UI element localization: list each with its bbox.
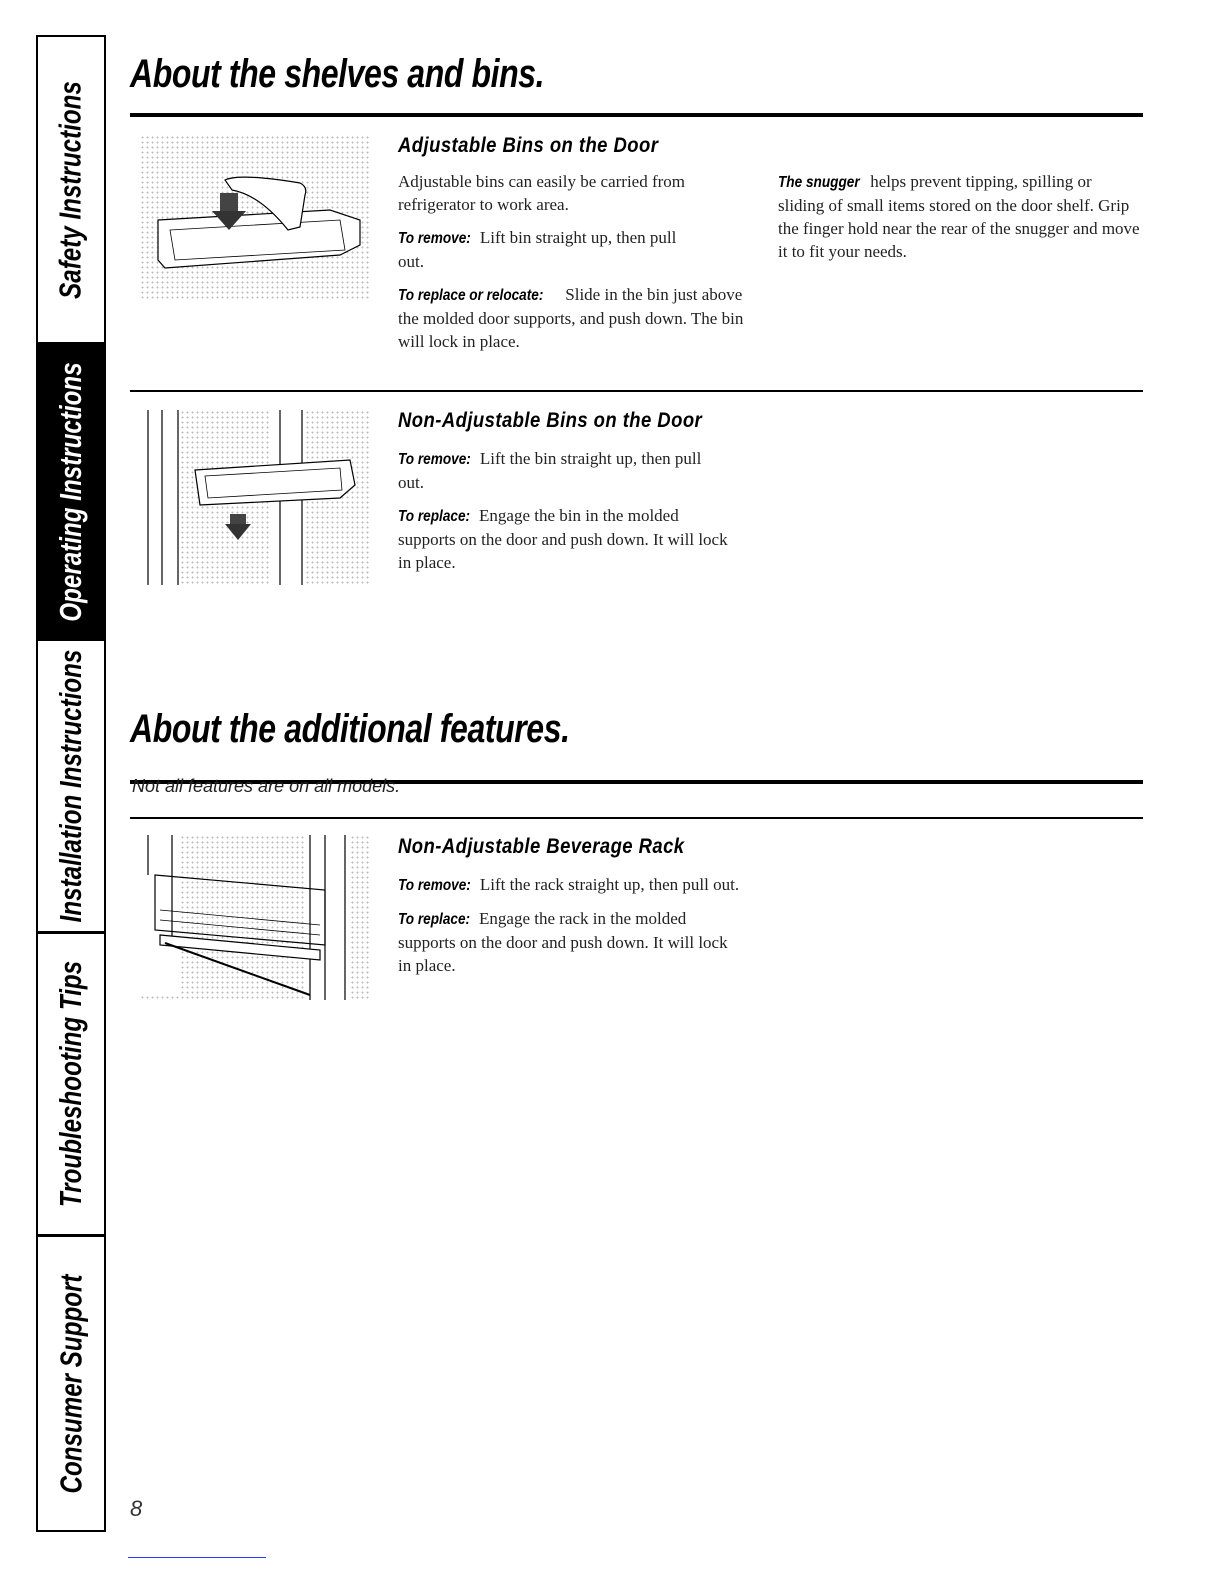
- snugger-label: The snugger: [778, 174, 860, 191]
- adjustable-remove: [398, 226, 688, 273]
- tab-label: Consumer Support: [53, 1274, 89, 1493]
- snugger-description: helps prevent tipping, spilling or sliding of small items stored on the door shelf. Grip the finger hold near the rear of the snugger and move it to fit your needs.: [778, 172, 1140, 261]
- replace-text: Engage the rack in the molded supports on the door and push down. It will lock in place.: [398, 909, 728, 975]
- tab-troubleshooting-tips[interactable]: [38, 934, 104, 1237]
- replace-label: To replace:: [398, 508, 471, 525]
- replace-label: To replace or relocate:: [398, 287, 544, 304]
- models-note: Not all features are on all models.: [132, 776, 401, 796]
- replace-text: Slide in the bin just above the molded door supports, and push down. The bin will lock in place.: [398, 285, 744, 351]
- section-title-shelves-bins: About the shelves and bins.: [130, 52, 545, 96]
- heading-beverage-rack: Non-Adjustable Beverage Rack: [398, 835, 685, 858]
- remove-label: To remove:: [398, 877, 471, 894]
- replace-text: Engage the bin in the molded supports on the door and push down. It will lock in place.: [398, 506, 728, 572]
- adjustable-bin-illustration: [140, 135, 370, 300]
- divider: [130, 817, 1143, 819]
- tab-label: Installation Instructions: [53, 649, 88, 923]
- remove-text: Lift the bin straight up, then pull out.: [398, 449, 702, 492]
- footer-link-line: [128, 1557, 266, 1558]
- heading-adjustable-bins: Adjustable Bins on the Door: [398, 134, 659, 157]
- tab-consumer-support[interactable]: [38, 1237, 104, 1530]
- tab-label: Troubleshooting Tips: [53, 960, 88, 1208]
- non-adjustable-bins-text: [398, 447, 728, 584]
- remove-text: Lift the rack straight up, then pull out.: [479, 875, 740, 894]
- remove-label: To remove:: [398, 451, 471, 468]
- tab-safety-instructions[interactable]: [38, 37, 104, 345]
- remove-text: Lift bin straight up, then pull out.: [398, 228, 677, 271]
- tab-installation-instructions[interactable]: [38, 641, 104, 934]
- tab-operating-instructions[interactable]: [38, 345, 104, 641]
- non-adjustable-bin-illustration: [140, 410, 370, 585]
- adjustable-intro: Adjustable bins can easily be carried from refrigerator to work area.: [398, 172, 686, 214]
- adjustable-bins-text: [398, 170, 753, 363]
- heading-non-adjustable-bins: Non-Adjustable Bins on the Door: [398, 409, 703, 432]
- section-tabs: [36, 35, 106, 1532]
- beverage-rack-illustration: [140, 835, 370, 1000]
- beverage-rack-text: [398, 873, 743, 987]
- tab-label: Safety Instructions: [53, 80, 88, 299]
- snugger-text: [778, 170, 1140, 273]
- tab-label: Operating Instructions: [53, 361, 89, 622]
- remove-label: To remove:: [398, 230, 471, 247]
- section-title-additional-features: About the additional features.: [130, 707, 570, 751]
- page-number: 8: [130, 1496, 143, 1521]
- divider: [130, 390, 1143, 392]
- replace-label: To replace:: [398, 911, 471, 928]
- divider: [130, 113, 1143, 117]
- adjustable-replace: [398, 283, 753, 353]
